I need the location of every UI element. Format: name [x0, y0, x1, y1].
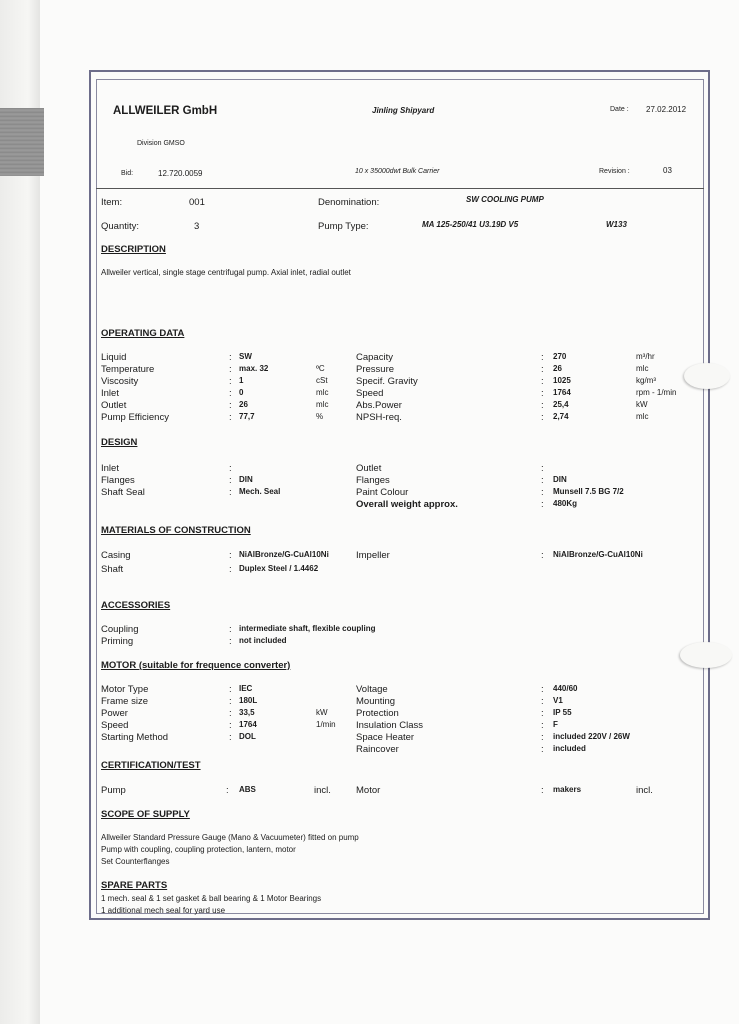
cert-pump-value: ABS [239, 785, 256, 794]
colon: : [229, 696, 232, 707]
colon: : [541, 785, 544, 796]
scope-heading: SCOPE OF SUPPLY [101, 809, 190, 820]
colon: : [229, 720, 232, 731]
colon: : [229, 352, 232, 363]
colon: : [229, 376, 232, 387]
motor-value: V1 [553, 696, 563, 705]
colon: : [229, 475, 232, 486]
design-label: Paint Colour [356, 487, 409, 498]
cert-pump-incl: incl. [314, 785, 331, 796]
description-text: Allweiler vertical, single stage centrifugal pump. Axial inlet, radial outlet [101, 268, 351, 277]
colon: : [541, 732, 544, 743]
operating-label: Liquid [101, 352, 127, 363]
operating-unit: mlc [636, 364, 649, 373]
design-heading: DESIGN [101, 437, 138, 448]
operating-value: 77,7 [239, 412, 255, 421]
division: Division GMSO [137, 140, 185, 147]
operating-label: Inlet [101, 388, 119, 399]
header-divider [96, 188, 704, 189]
operating-value: SW [239, 352, 252, 361]
paper-tear [684, 363, 730, 389]
operating-label: Temperature [101, 364, 155, 375]
motor-value: F [553, 720, 558, 729]
spare-line: 1 additional mech seal for yard use [101, 906, 226, 915]
operating-unit: rpm - 1/min [636, 388, 677, 397]
colon: : [541, 400, 544, 411]
pump-code: W133 [606, 220, 627, 229]
operating-label: Viscosity [101, 376, 139, 387]
motor-value: IEC [239, 684, 253, 693]
revision-label: Revision : [599, 168, 630, 175]
motor-label: Starting Method [101, 732, 169, 743]
motor-value: included [553, 744, 586, 753]
operating-value: max. 32 [239, 364, 269, 373]
colon: : [229, 732, 232, 743]
colon: : [541, 388, 544, 399]
company-name: ALLWEILER GmbH [113, 105, 218, 117]
operating-value: 2,74 [553, 412, 569, 421]
impeller-label: Impeller [356, 550, 390, 561]
operating-label: Speed [356, 388, 384, 399]
colon: : [229, 708, 232, 719]
operating-value: 1 [239, 376, 244, 385]
colon: : [229, 636, 232, 647]
vessel: 10 x 35000dwt Bulk Carrier [355, 168, 440, 175]
colon: : [229, 388, 232, 399]
motor-label: Insulation Class [356, 720, 424, 731]
item-label: Item: [101, 197, 123, 208]
operating-value: 0 [239, 388, 244, 397]
scope-line: Allweiler Standard Pressure Gauge (Mano & Vacuumeter) fitted on pump [101, 833, 359, 842]
colon: : [229, 550, 232, 561]
motor-value: DOL [239, 732, 256, 741]
accessories-heading: ACCESSORIES [101, 600, 171, 611]
spare-parts-heading: SPARE PARTS [101, 880, 168, 891]
operating-unit: mlc [636, 412, 649, 421]
colon: : [541, 684, 544, 695]
cert-motor-label: Motor [356, 785, 381, 796]
cert-pump-label: Pump [101, 785, 126, 796]
motor-label: Motor Type [101, 684, 149, 695]
colon: : [541, 376, 544, 387]
operating-value: 25,4 [553, 400, 569, 409]
materials-heading: MATERIALS OF CONSTRUCTION [101, 525, 251, 536]
scope-line: Set Counterflanges [101, 857, 170, 866]
colon: : [541, 550, 544, 561]
denomination-label: Denomination: [318, 197, 380, 208]
accessory-value: intermediate shaft, flexible coupling [239, 624, 376, 633]
design-label: Flanges [356, 475, 390, 486]
shipyard-name: Jinling Shipyard [372, 106, 435, 115]
design-label: Flanges [101, 475, 135, 486]
colon: : [541, 708, 544, 719]
quantity-value: 3 [194, 221, 200, 232]
motor-value: IP 55 [553, 708, 572, 717]
motor-label: Space Heater [356, 732, 415, 743]
colon: : [229, 624, 232, 635]
motor-label: Voltage [356, 684, 388, 695]
colon: : [229, 487, 232, 498]
operating-unit: kW [636, 400, 648, 409]
impeller-value: NiAlBronze/G-CuAl10Ni [553, 550, 643, 559]
colon: : [541, 364, 544, 375]
operating-label: Pressure [356, 364, 395, 375]
design-value: 480Kg [553, 499, 578, 508]
colon: : [229, 564, 232, 575]
design-label: Overall weight approx. [356, 499, 458, 510]
operating-label: NPSH-req. [356, 412, 402, 423]
casing-value: NiAlBronze/G-CuAl10Ni [239, 550, 329, 559]
colon: : [229, 400, 232, 411]
quantity-label: Quantity: [101, 221, 140, 232]
cert-motor-incl: incl. [636, 785, 653, 796]
operating-value: 26 [239, 400, 248, 409]
operating-unit: % [316, 412, 324, 421]
operating-unit: ºC [316, 364, 325, 373]
operating-value: 26 [553, 364, 562, 373]
motor-value: 33,5 [239, 708, 255, 717]
motor-label: Raincover [356, 744, 399, 755]
colon: : [541, 744, 544, 755]
operating-data-heading: OPERATING DATA [101, 328, 185, 339]
cert-motor-value: makers [553, 785, 582, 794]
colon: : [541, 499, 544, 510]
colon: : [541, 475, 544, 486]
motor-value: 180L [239, 696, 258, 705]
colon: : [229, 364, 232, 375]
colon: : [541, 412, 544, 423]
operating-label: Abs.Power [356, 400, 402, 411]
accessory-label: Priming [101, 636, 134, 647]
operating-label: Specif. Gravity [356, 376, 418, 387]
motor-value: 440/60 [553, 684, 578, 693]
operating-label: Capacity [356, 352, 393, 363]
motor-label: Protection [356, 708, 399, 719]
motor-value: included 220V / 26W [553, 732, 630, 741]
revision-value: 03 [663, 166, 672, 175]
paper-tear [680, 642, 732, 668]
accessory-label: Coupling [101, 624, 139, 635]
motor-label: Power [101, 708, 128, 719]
design-value: Munsell 7.5 BG 7/2 [553, 487, 624, 496]
colon: : [226, 785, 229, 796]
operating-label: Outlet [101, 400, 127, 411]
operating-unit: cSt [316, 376, 328, 385]
motor-label: Mounting [356, 696, 396, 707]
pump-type-label: Pump Type: [318, 221, 369, 232]
design-label: Inlet [101, 463, 119, 474]
accessory-value: not included [239, 636, 287, 645]
scope-line: Pump with coupling, coupling protection, lantern, motor [101, 845, 296, 854]
design-label: Outlet [356, 463, 382, 474]
motor-label: Speed [101, 720, 129, 731]
operating-unit: m³/hr [636, 352, 655, 361]
colon: : [541, 720, 544, 731]
motor-unit: kW [316, 708, 328, 717]
colon: : [229, 463, 232, 474]
shaft-value: Duplex Steel / 1.4462 [239, 564, 319, 573]
motor-value: 1764 [239, 720, 257, 729]
design-value: Mech. Seal [239, 487, 281, 496]
colon: : [541, 352, 544, 363]
operating-unit: mlc [316, 400, 329, 409]
shaft-label: Shaft [101, 564, 124, 575]
operating-value: 1764 [553, 388, 571, 397]
operating-label: Pump Efficiency [101, 412, 169, 423]
motor-heading: MOTOR (suitable for frequence converter) [101, 660, 291, 671]
design-value: DIN [553, 475, 567, 484]
colon: : [541, 487, 544, 498]
operating-unit: mlc [316, 388, 329, 397]
date-value: 27.02.2012 [646, 105, 687, 114]
operating-value: 1025 [553, 376, 571, 385]
casing-label: Casing [101, 550, 131, 561]
spare-line: 1 mech. seal & 1 set gasket & ball bearing & 1 Motor Bearings [101, 894, 322, 903]
operating-value: 270 [553, 352, 567, 361]
item-value: 001 [189, 197, 205, 208]
colon: : [541, 463, 544, 474]
bid-label: Bid: [121, 170, 134, 177]
operating-unit: kg/m³ [636, 376, 656, 385]
colon: : [541, 696, 544, 707]
binding-tape [0, 108, 44, 176]
motor-label: Frame size [101, 696, 148, 707]
motor-unit: 1/min [316, 720, 336, 729]
colon: : [229, 412, 232, 423]
design-label: Shaft Seal [101, 487, 145, 498]
colon: : [229, 684, 232, 695]
description-heading: DESCRIPTION [101, 244, 166, 255]
denomination-value: SW COOLING PUMP [466, 195, 544, 204]
date-label: Date : [610, 106, 629, 113]
design-value: DIN [239, 475, 253, 484]
certification-heading: CERTIFICATION/TEST [101, 760, 201, 771]
pump-type-value: MA 125-250/41 U3.19D V5 [422, 220, 519, 229]
bid-value: 12.720.0059 [158, 169, 203, 178]
